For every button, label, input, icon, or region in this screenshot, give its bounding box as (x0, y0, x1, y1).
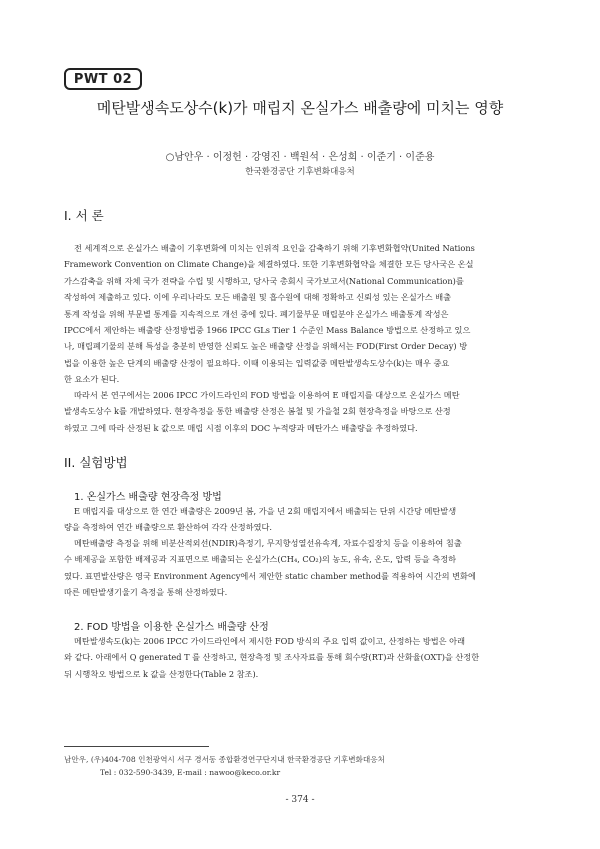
text-line: 수 배제공을 포함한 배제공과 지표면으로 배출되는 온실가스(CH₄, CO₂)의 농도, 유속, 온도, 압력 등을 측정하 (64, 554, 457, 565)
author-list: ○남안우 · 이정헌 · 강영진 · 백원석 · 은성희 · 이준기 · 이준용 (165, 152, 435, 163)
text-line: Framework Convention on Climate Change)을 체결하였다. 또한 기후변화협약을 체결한 모든 당사국은 온실 (64, 259, 474, 270)
text-line: 량을 측정하여 연간 배출량으로 환산하여 각각 산정하였다. (64, 522, 273, 533)
footnote-divider (64, 746, 209, 747)
text-line: 나, 매립폐기물의 분해 특성을 충분히 반영한 신뢰도 높은 배출량 산정을 위해서는 FOD(First Order Decay) 방 (64, 341, 468, 352)
text-line: 메탄발생속도(k)는 2006 IPCC 가이드라인에서 제시한 FOD 방식의 주요 입력 값이고, 산정하는 방법은 아래 (74, 636, 465, 646)
text-line: 메탄배출량 측정을 위해 비분산적외선(NDIR)측정기, 무지향성열선유속계, 자료수집장치 등을 이용하여 침출 (74, 538, 462, 548)
subsection-heading-field-measurement: 1. 온실가스 배출량 현장측정 방법 (74, 492, 222, 503)
affiliation: 한국환경공단 기후변화대응처 (245, 167, 355, 177)
section-heading-introduction: I. 서 론 (64, 208, 104, 223)
paper-title: 메탄발생속도상수(k)가 매립지 온실가스 배출량에 미치는 영향 (96, 99, 504, 117)
text-line: 통계 작성을 위해 부문별 통계를 지속적으로 개선 중에 있다. 폐기물부문 매립분야 온실가스 배출통계 작성은 (64, 308, 449, 319)
text-line: 였다. 표면발산량은 영국 Environment Agency에서 제안한 static chamber method를 적용하여 시간의 변화에 (64, 570, 476, 581)
text-line: IPCC에서 제안하는 배출량 산정방법중 1966 IPCC GLs Tier 1 수준인 Mass Balance 방법으로 산정하고 있으 (64, 325, 471, 336)
methods-paragraph-3 (64, 633, 542, 682)
text-line: 와 같다. 아래에서 Q generated T 를 산정하고, 현장측정 및 조사자료를 통해 회수량(RT)과 산화율(OXT)을 산정한 (64, 652, 480, 663)
text-line: 작성하여 제출하고 있다. 이에 우리나라도 모든 배출원 및 흡수원에 대해 정확하고 신뢰성 있는 온실가스 배출 (64, 292, 452, 303)
footnote-address: 남안우, (우)404-708 인천광역시 서구 경서동 종합환경연구단지내 한국환경공단 기후변화대응처 (64, 755, 385, 764)
text-line: 하였고 그에 따라 산정된 k 값으로 매립 시점 이후의 DOC 누적량과 메탄가스 배출량을 추정하였다. (64, 422, 418, 433)
text-line: E 매립지를 대상으로 한 연간 배출량은 2009년 봄, 가을 년 2회 매립지에서 배출되는 단위 시간당 메탄발생 (74, 506, 457, 516)
text-line: 법을 이용한 높은 단계의 배출량 산정이 필요하다. 이때 이용되는 입력값중 메탄발생속도상수(k)는 매우 중요 (64, 357, 450, 368)
methods-paragraph-1 (64, 503, 542, 536)
text-line: 뒤 시행착오 방법으로 k 값을 산정한다(Table 2 참조). (64, 668, 259, 679)
paper-code-badge: PWT 02 (64, 68, 142, 90)
intro-paragraph-2 (64, 387, 542, 436)
page-number: - 374 - (285, 795, 315, 805)
subsection-heading-fod-method: 2. FOD 방법을 이용한 온실가스 배출량 산정 (74, 622, 269, 633)
text-line: 한 요소가 된다. (64, 374, 120, 385)
text-line: 따라서 본 연구에서는 2006 IPCC 가이드라인의 FOD 방법을 이용하여 E 매립지를 대상으로 온실가스 메탄 (74, 390, 460, 400)
methods-paragraph-2 (64, 535, 542, 601)
text-line: 전 세계적으로 온실가스 배출이 기후변화에 미치는 인위적 요인을 감축하기 위해 기후변화협약(United Nations (74, 243, 475, 253)
intro-paragraph-1 (64, 240, 542, 388)
text-line: 발생속도상수 k를 개발하였다. 현장측정을 통한 배출량 산정은 봄철 및 가을철 2회 현장측정을 바탕으로 산정 (64, 406, 451, 417)
footnote-contact: Tel : 032-590-3439, E-mail : nawoo@keco.or.kr (100, 768, 281, 777)
text-line: 가스감축을 위해 자체 국가 전략을 수립 및 시행하고, 당사국 총회시 국가보고서(National Communication)를 (64, 275, 464, 286)
section-heading-methods: II. 실험방법 (64, 455, 128, 470)
text-line: 따른 메탄발생기울기 측정을 통해 산정하였다. (64, 587, 228, 598)
